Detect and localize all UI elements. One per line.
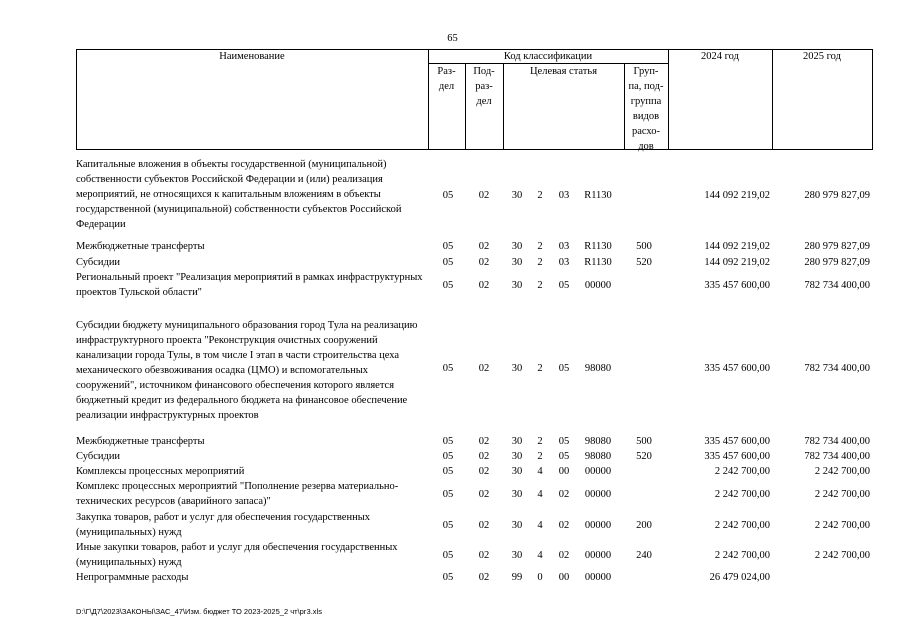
row-2025: 280 979 827,09 bbox=[804, 257, 870, 268]
header-code: Код классификации bbox=[503, 51, 593, 62]
row-podrazdel: 02 bbox=[478, 241, 490, 252]
row-target-3: 05 bbox=[558, 451, 570, 462]
row-2024: 335 457 600,00 bbox=[704, 451, 770, 462]
row-2025: 2 242 700,00 bbox=[814, 520, 870, 531]
row-podrazdel: 02 bbox=[478, 466, 490, 477]
row-podrazdel: 02 bbox=[478, 550, 490, 561]
row-name: Региональный проект "Реализация мероприятий в рамках инфраструктурных проектов Тульской области" bbox=[76, 272, 423, 298]
row-group: 500 bbox=[636, 436, 652, 447]
row-2025: 782 734 400,00 bbox=[804, 280, 870, 291]
row-2024: 26 479 024,00 bbox=[709, 572, 770, 583]
row-target-3: 05 bbox=[558, 436, 570, 447]
row-target-3: 00 bbox=[558, 466, 570, 477]
row-podrazdel: 02 bbox=[478, 520, 490, 531]
row-target-3: 02 bbox=[558, 550, 570, 561]
row-2024: 2 242 700,00 bbox=[714, 489, 770, 500]
row-razdel: 05 bbox=[442, 363, 454, 374]
row-razdel: 05 bbox=[442, 257, 454, 268]
page-number: 65 bbox=[447, 33, 458, 44]
row-target-4: 98080 bbox=[584, 451, 612, 462]
row-target-3: 03 bbox=[558, 241, 570, 252]
row-2025: 782 734 400,00 bbox=[804, 451, 870, 462]
row-razdel: 05 bbox=[442, 466, 454, 477]
row-target-4: 00000 bbox=[584, 550, 612, 561]
row-2025: 2 242 700,00 bbox=[814, 466, 870, 477]
row-2024: 335 457 600,00 bbox=[704, 280, 770, 291]
row-target-2: 0 bbox=[537, 572, 543, 583]
row-target-4: 98080 bbox=[584, 436, 612, 447]
row-target-4: 98080 bbox=[584, 363, 612, 374]
row-razdel: 05 bbox=[442, 241, 454, 252]
row-name: Субсидии bbox=[76, 451, 121, 462]
row-target-1: 30 bbox=[511, 520, 523, 531]
row-2025: 782 734 400,00 bbox=[804, 436, 870, 447]
header-2025: 2025 год bbox=[803, 51, 841, 62]
row-target-4: R1130 bbox=[584, 241, 612, 252]
row-target-2: 2 bbox=[537, 451, 543, 462]
row-target-1: 30 bbox=[511, 257, 523, 268]
row-name: Межбюджетные трансферты bbox=[76, 241, 205, 252]
row-2024: 144 092 219,02 bbox=[704, 241, 770, 252]
table-header bbox=[76, 49, 873, 150]
row-2025: 280 979 827,09 bbox=[804, 241, 870, 252]
row-name: Субсидии бюджету муниципального образования город Тула на реализацию инфраструктурного проекта "Реконструкция очистных сооружений канализации города Тулы, в том числе I этап в части строительства цеха механического обезвоживания осадка (ЦМО) и вспомогательных сооружений", источником финансового обеспечения которого является бюджетный кредит из федерального бюджета на финансовое обеспечение реализации инфраструктурных проектов bbox=[76, 320, 418, 421]
row-razdel: 05 bbox=[442, 451, 454, 462]
row-razdel: 05 bbox=[442, 489, 454, 500]
row-target-2: 2 bbox=[537, 241, 543, 252]
row-target-2: 2 bbox=[537, 436, 543, 447]
row-target-2: 4 bbox=[537, 550, 543, 561]
row-target-3: 03 bbox=[558, 257, 570, 268]
row-podrazdel: 02 bbox=[478, 489, 490, 500]
header-name: Наименование bbox=[219, 51, 285, 62]
row-razdel: 05 bbox=[442, 572, 454, 583]
row-target-1: 30 bbox=[511, 466, 523, 477]
row-podrazdel: 02 bbox=[478, 572, 490, 583]
row-target-3: 02 bbox=[558, 520, 570, 531]
row-podrazdel: 02 bbox=[478, 363, 490, 374]
row-razdel: 05 bbox=[442, 280, 454, 291]
row-target-4: 00000 bbox=[584, 489, 612, 500]
row-name: Капитальные вложения в объекты государственной (муниципальной) собственности субъектов Российской Федерации и (или) реализация мероприятий, не относящихся к капитальным вложениям в объекты государственной (муниципальной) собственности субъектов Российской Федерации bbox=[76, 159, 402, 230]
row-target-1: 30 bbox=[511, 550, 523, 561]
row-target-4: R1130 bbox=[584, 257, 612, 268]
row-razdel: 05 bbox=[442, 436, 454, 447]
row-target-1: 30 bbox=[511, 436, 523, 447]
row-group: 520 bbox=[636, 257, 652, 268]
row-podrazdel: 02 bbox=[478, 436, 490, 447]
row-group: 520 bbox=[636, 451, 652, 462]
row-group: 200 bbox=[636, 520, 652, 531]
row-razdel: 05 bbox=[442, 190, 454, 201]
header-subsection: Под- раз- дел bbox=[473, 66, 495, 107]
row-target-3: 02 bbox=[558, 489, 570, 500]
row-target-2: 4 bbox=[537, 466, 543, 477]
row-target-2: 2 bbox=[537, 363, 543, 374]
row-2024: 2 242 700,00 bbox=[714, 466, 770, 477]
row-target-1: 30 bbox=[511, 489, 523, 500]
row-name: Закупка товаров, работ и услуг для обеспечения государственных (муниципальных) нужд bbox=[76, 512, 371, 538]
row-podrazdel: 02 bbox=[478, 280, 490, 291]
row-name: Комплекс процессных мероприятий "Пополнение резерва материально-технических ресурсов (аварийного запаса)" bbox=[76, 481, 399, 507]
row-podrazdel: 02 bbox=[478, 257, 490, 268]
row-razdel: 05 bbox=[442, 550, 454, 561]
row-target-1: 30 bbox=[511, 190, 523, 201]
row-target-4: R1130 bbox=[584, 190, 612, 201]
row-target-3: 00 bbox=[558, 572, 570, 583]
row-target-4: 00000 bbox=[584, 572, 612, 583]
row-group: 500 bbox=[636, 241, 652, 252]
row-target-4: 00000 bbox=[584, 520, 612, 531]
row-2024: 2 242 700,00 bbox=[714, 520, 770, 531]
row-2025: 280 979 827,09 bbox=[804, 190, 870, 201]
row-target-2: 4 bbox=[537, 520, 543, 531]
row-razdel: 05 bbox=[442, 520, 454, 531]
row-name: Субсидии bbox=[76, 257, 121, 268]
row-target-3: 05 bbox=[558, 280, 570, 291]
row-podrazdel: 02 bbox=[478, 190, 490, 201]
header-target: Целевая статья bbox=[529, 66, 598, 77]
row-target-3: 03 bbox=[558, 190, 570, 201]
row-target-2: 2 bbox=[537, 257, 543, 268]
row-target-2: 2 bbox=[537, 280, 543, 291]
row-2024: 335 457 600,00 bbox=[704, 436, 770, 447]
row-name: Иные закупки товаров, работ и услуг для обеспечения государственных (муниципальных) нужд bbox=[76, 542, 398, 568]
row-target-1: 30 bbox=[511, 280, 523, 291]
row-target-1: 30 bbox=[511, 451, 523, 462]
row-target-1: 30 bbox=[511, 363, 523, 374]
row-target-3: 05 bbox=[558, 363, 570, 374]
row-2025: 782 734 400,00 bbox=[804, 363, 870, 374]
row-2024: 2 242 700,00 bbox=[714, 550, 770, 561]
row-2024: 144 092 219,02 bbox=[704, 190, 770, 201]
row-target-4: 00000 bbox=[584, 280, 612, 291]
row-2025: 2 242 700,00 bbox=[814, 550, 870, 561]
row-target-2: 4 bbox=[537, 489, 543, 500]
row-target-4: 00000 bbox=[584, 466, 612, 477]
row-2024: 335 457 600,00 bbox=[704, 363, 770, 374]
row-target-1: 30 bbox=[511, 241, 523, 252]
file-path-footer: D:\Г\Д7\2023\ЗАКОНЫ\ЗАС_47\Изм. бюджет ТО 2023-2025_2 чт\рг3.xls bbox=[76, 607, 322, 616]
row-target-2: 2 bbox=[537, 190, 543, 201]
row-name: Межбюджетные трансферты bbox=[76, 436, 205, 447]
header-2024: 2024 год bbox=[701, 51, 739, 62]
row-target-1: 99 bbox=[511, 572, 523, 583]
row-2025: 2 242 700,00 bbox=[814, 489, 870, 500]
header-section: Раз- дел bbox=[437, 66, 456, 92]
row-2024: 144 092 219,02 bbox=[704, 257, 770, 268]
row-name: Непрограммные расходы bbox=[76, 572, 189, 583]
header-group: Груп- па, под- группа видов расхо- дов bbox=[628, 66, 664, 152]
row-podrazdel: 02 bbox=[478, 451, 490, 462]
row-group: 240 bbox=[636, 550, 652, 561]
row-name: Комплексы процессных мероприятий bbox=[76, 466, 245, 477]
